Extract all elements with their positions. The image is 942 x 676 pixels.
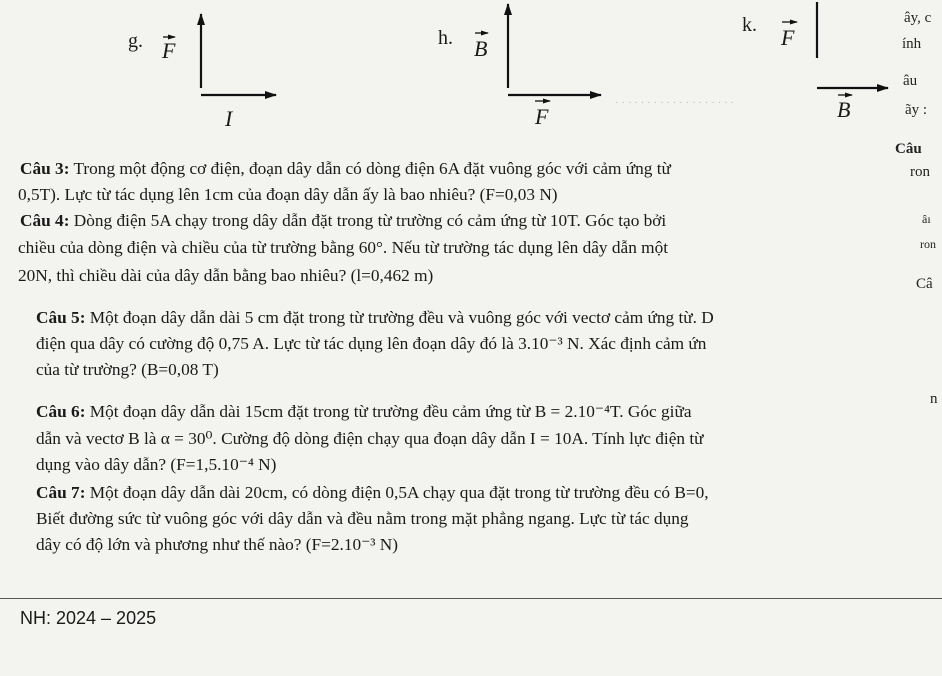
figure-h-bottom-vector: F	[535, 104, 549, 129]
figure-k-top-vector: F	[781, 25, 795, 50]
question-5-line	[36, 358, 219, 382]
question-4-line	[18, 236, 668, 260]
margin-fragment: ron	[910, 164, 930, 180]
figure-k-label: k.	[742, 14, 757, 36]
question-text: Biết đường sức từ vuông góc với dây dẫn và đều nằm trong mặt phẳng ngang. Lực từ tác dụng	[36, 509, 689, 528]
question-3-line	[18, 183, 558, 207]
question-7-line	[36, 481, 709, 505]
bleed-through-text: · · · · · · · · · · · · · · · · · · ·	[615, 97, 735, 109]
margin-fragment: n	[930, 391, 938, 407]
question-text: chiều của dòng điện và chiều của từ trường bằng 60°. Nếu từ trường tác dụng lên dây dẫn một	[18, 238, 669, 257]
question-text: dây có độ lớn và phương như thế nào?	[36, 535, 302, 554]
figure-g-bottom-vector: I	[225, 106, 233, 131]
question-4-line	[18, 264, 433, 288]
question-label: Câu 6:	[36, 402, 86, 421]
question-text: dụng vào dây dẫn?	[36, 455, 167, 474]
question-6-line	[36, 427, 704, 451]
question-label: Câu 4:	[20, 211, 70, 230]
margin-fragment: ron	[920, 237, 936, 251]
question-text: Một đoạn dây dẫn dài 20cm, có dòng điện 0,5A chạy qua đặt trong từ trường đều có B=0,	[85, 483, 709, 502]
margin-fragment: Câu	[895, 141, 922, 157]
question-text: Một đoạn dây dẫn dài 15cm đặt trong từ trường đều cảm ứng từ B = 2.10⁻⁴T. Góc giữa	[85, 402, 692, 421]
question-5-line	[36, 332, 706, 356]
question-answer: (F=1,5.10⁻⁴ N)	[170, 455, 277, 474]
question-text: điện qua dây có cường độ 0,75 A. Lực từ tác dụng lên đoạn dây đó là 3.10⁻³ N. Xác định cảm ứn	[36, 334, 707, 353]
question-answer: (F=2.10⁻³ N)	[305, 535, 398, 554]
question-text: Một đoạn dây dẫn dài 5 cm đặt trong từ trường đều và vuông góc với vectơ cảm ứng từ. D	[85, 308, 714, 327]
margin-fragment: ãy :	[905, 102, 928, 118]
margin-fragment: âu	[903, 73, 918, 89]
school-year-footer: NH: 2024 – 2025	[20, 608, 157, 628]
question-label: Câu 5:	[36, 308, 86, 327]
question-3-line	[20, 157, 671, 181]
question-text: của từ trường?	[36, 360, 137, 379]
question-answer: (B=0,08 T)	[141, 360, 219, 379]
question-6-line	[36, 400, 692, 424]
question-label: Câu 7:	[36, 483, 86, 502]
question-text: Dòng điện 5A chạy trong dây dẫn đặt trong từ trường có cảm ứng từ 10T. Góc tạo bởi	[69, 211, 667, 230]
question-7-line	[36, 533, 398, 557]
question-6-line	[36, 453, 276, 477]
vector-figures	[0, 0, 942, 150]
question-answer: (l=0,462 m)	[350, 266, 434, 285]
figure-g-top-vector: F	[162, 38, 176, 63]
question-4-line	[20, 209, 666, 233]
question-text: dẫn và vectơ B là α = 30⁰. Cường độ dòng điện chạy qua đoạn dây dẫn I = 10A. Tính lực điện từ	[36, 429, 704, 448]
figure-h-label: h.	[438, 27, 453, 49]
question-text: 0,5T). Lực từ tác dụng lên 1cm của đoạn dây dẫn ấy là bao nhiêu?	[18, 185, 476, 204]
question-5-line	[36, 306, 714, 330]
question-text: Trong một động cơ điện, đoạn dây dẫn có dòng điện 6A đặt vuông góc với cảm ứng từ	[69, 159, 671, 178]
figure-k-bottom-vector: B	[837, 97, 851, 122]
margin-fragment: âı	[922, 212, 931, 226]
figure-h-top-vector: B	[474, 36, 488, 61]
question-7-line	[36, 507, 689, 531]
question-answer: (F=0,03 N)	[479, 185, 558, 204]
margin-fragment: Câ	[916, 276, 933, 292]
figure-g-label: g.	[128, 30, 143, 52]
question-label: Câu 3:	[20, 159, 70, 178]
margin-fragment: ính	[902, 36, 922, 52]
question-text: 20N, thì chiều dài của dây dẫn bằng bao nhiêu?	[18, 266, 347, 285]
footer-divider	[0, 598, 942, 599]
margin-fragment: ây, c	[904, 10, 932, 26]
